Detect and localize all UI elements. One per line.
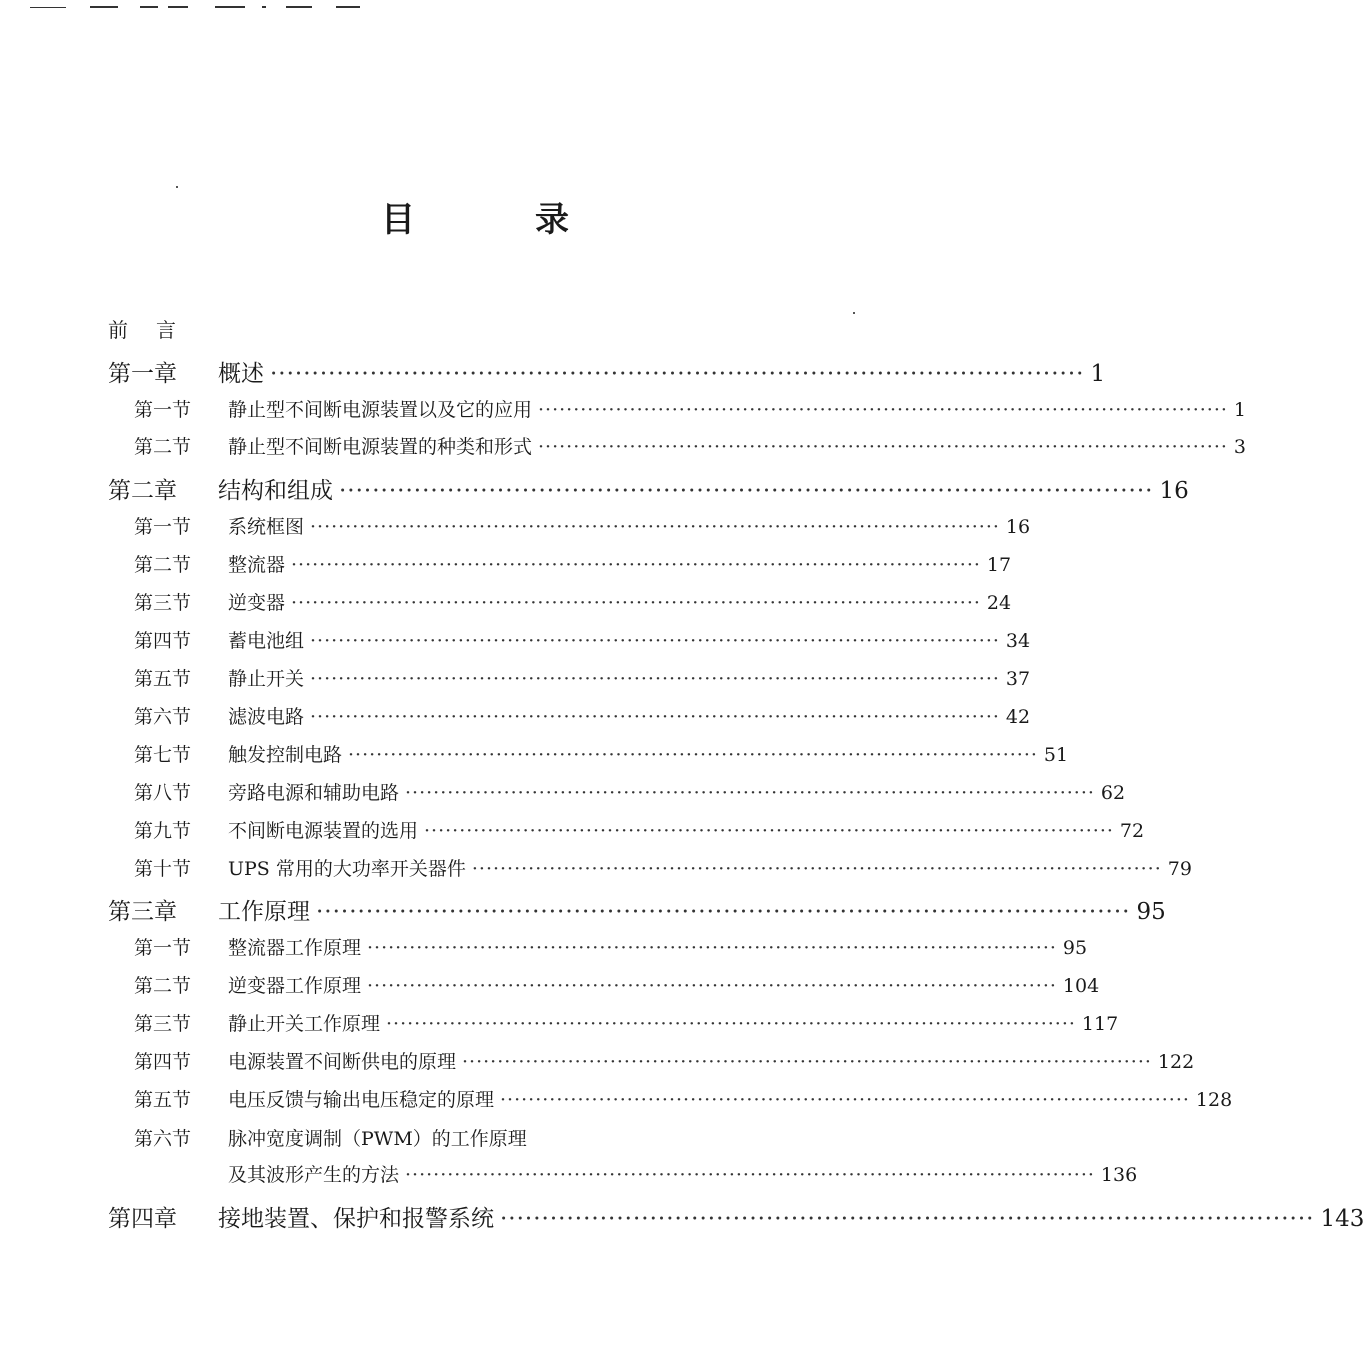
- title-char-2: 录: [535, 200, 569, 240]
- toc-page-number: 51: [1043, 744, 1069, 766]
- toc-page-number: 128: [1195, 1089, 1233, 1111]
- toc-title: 滤波电路: [228, 706, 305, 728]
- toc-leader: ··································································································: [500, 1206, 1315, 1232]
- toc-page-number: 104: [1062, 975, 1100, 997]
- toc-label: 第一章: [108, 361, 177, 387]
- toc-section-row: [134, 816, 1145, 843]
- toc-label: 第三节: [134, 1013, 192, 1035]
- toc-leader: ··································································································: [310, 706, 1000, 728]
- toc-leader: ··································································································: [270, 361, 1085, 387]
- toc-label: 第四章: [108, 1206, 177, 1232]
- toc-label: 第六节: [134, 706, 192, 728]
- toc-leader: ··································································································: [367, 975, 1057, 997]
- toc-leader: ··································································································: [339, 478, 1154, 504]
- toc-title: 不间断电源装置的选用: [228, 820, 419, 842]
- toc-label: 第二节: [134, 554, 192, 576]
- toc-section-row: [134, 1124, 820, 1151]
- toc-title: 整流器工作原理: [228, 937, 362, 959]
- toc-page-number: 3: [1233, 436, 1246, 458]
- toc-section-row: [134, 1047, 1195, 1074]
- toc-section-row: [134, 664, 1031, 691]
- toc-section-row: [134, 588, 1012, 615]
- toc-label: 第五节: [134, 1089, 192, 1111]
- toc-title: 静止开关: [228, 668, 305, 690]
- toc-section-row: [134, 702, 1031, 729]
- toc-page-number: 143: [1320, 1206, 1364, 1232]
- toc-section-row: [134, 1009, 1119, 1036]
- toc-title: UPS 常用的大功率开关器件: [228, 858, 466, 880]
- toc-section-row: [134, 933, 1088, 960]
- toc-section-row: [134, 512, 1031, 539]
- toc-page-number: 95: [1062, 937, 1088, 959]
- toc-section-row: [134, 1085, 1233, 1112]
- toc-label: 第十节: [134, 858, 192, 880]
- toc-page-number: 122: [1157, 1051, 1195, 1073]
- toc-title: 蓄电池组: [228, 630, 305, 652]
- toc-section-row: [134, 395, 1246, 422]
- toc-title: 逆变器: [228, 592, 286, 614]
- toc-section-row: [134, 740, 1069, 767]
- toc-title: 系统框图: [228, 516, 305, 538]
- toc-title: 结构和组成: [218, 478, 333, 504]
- preface-label: 前言: [108, 318, 204, 342]
- toc-label: 第四节: [134, 630, 192, 652]
- toc-page-number: 37: [1005, 668, 1031, 690]
- toc-section-row: [134, 1160, 1138, 1187]
- toc-leader: ··································································································: [291, 592, 981, 614]
- toc-label: 第一节: [134, 937, 192, 959]
- toc-title: 及其波形产生的方法: [228, 1164, 400, 1186]
- toc-title: 静止开关工作原理: [228, 1013, 381, 1035]
- toc-chapter-row: [108, 893, 1166, 926]
- title-char-1: 目: [381, 200, 415, 240]
- toc-leader: ··································································································: [424, 820, 1114, 842]
- toc-page-number: 17: [986, 554, 1012, 576]
- toc-page-number: 95: [1136, 899, 1166, 925]
- toc-label: 第二节: [134, 975, 192, 997]
- toc-leader: ··································································································: [386, 1013, 1076, 1035]
- toc-section-row: [134, 778, 1126, 805]
- toc-page-number: 72: [1119, 820, 1145, 842]
- toc-section-row: [134, 971, 1100, 998]
- toc-label: 第三章: [108, 899, 177, 925]
- toc-leader: ··································································································: [310, 668, 1000, 690]
- toc-title: 静止型不间断电源装置以及它的应用: [228, 399, 533, 421]
- toc-section-row: [134, 550, 1012, 577]
- toc-label: 第一节: [134, 516, 192, 538]
- toc-page-number: 1: [1090, 361, 1106, 387]
- toc-title: 概述: [218, 361, 264, 387]
- toc-title: 脉冲宽度调制（PWM）的工作原理: [228, 1128, 527, 1150]
- toc-leader: ··································································································: [462, 1051, 1152, 1073]
- toc-title: 静止型不间断电源装置的种类和形式: [228, 436, 533, 458]
- toc-chapter-row: [108, 355, 1106, 388]
- toc-label: 第三节: [134, 592, 192, 614]
- toc-leader: ··································································································: [291, 554, 981, 576]
- toc-leader: ··································································································: [310, 630, 1000, 652]
- toc-label: 第一节: [134, 399, 192, 421]
- toc-title: 工作原理: [218, 899, 310, 925]
- toc-title: 电源装置不间断供电的原理: [228, 1051, 457, 1073]
- toc-leader: ··································································································: [316, 899, 1131, 925]
- toc-chapter-row: [108, 472, 1189, 505]
- toc-leader: ··································································································: [310, 516, 1000, 538]
- toc-page-number: 42: [1005, 706, 1031, 728]
- toc-leader: ··································································································: [405, 1164, 1095, 1186]
- toc-title: 接地装置、保护和报警系统: [218, 1206, 494, 1232]
- toc-leader: ··································································································: [405, 782, 1095, 804]
- toc-label: 第八节: [134, 782, 192, 804]
- toc-page-number: 34: [1005, 630, 1031, 652]
- toc-label: 第四节: [134, 1051, 192, 1073]
- toc-label: 第二章: [108, 478, 177, 504]
- toc-label: 第七节: [134, 744, 192, 766]
- toc-page-number: 136: [1100, 1164, 1138, 1186]
- toc-title: 整流器: [228, 554, 286, 576]
- toc-page-number: 1: [1233, 399, 1246, 421]
- toc-label: 第九节: [134, 820, 192, 842]
- toc-leader: ··································································································: [538, 436, 1228, 458]
- toc-title: 触发控制电路: [228, 744, 343, 766]
- toc-page-number: 24: [986, 592, 1012, 614]
- toc-leader: ··································································································: [471, 858, 1162, 880]
- toc-leader: ··································································································: [538, 399, 1228, 421]
- toc-page-number: 16: [1005, 516, 1031, 538]
- toc-section-row: [134, 626, 1031, 653]
- toc-section-row: [134, 854, 1192, 881]
- toc-page-number: 16: [1159, 478, 1189, 504]
- toc-section-row: [134, 432, 1246, 459]
- toc-title: 逆变器工作原理: [228, 975, 362, 997]
- toc-leader: ··································································································: [367, 937, 1057, 959]
- toc-title: 旁路电源和辅助电路: [228, 782, 400, 804]
- toc-page-number: 62: [1100, 782, 1126, 804]
- toc-title: 电压反馈与输出电压稳定的原理: [228, 1089, 495, 1111]
- toc-chapter-row: [108, 1200, 1364, 1233]
- toc-label: 第二节: [134, 436, 192, 458]
- toc-leader: ··································································································: [500, 1089, 1190, 1111]
- toc-page-number: 117: [1081, 1013, 1119, 1035]
- toc-page-number: 79: [1167, 858, 1192, 880]
- toc-label: 第六节: [134, 1128, 192, 1150]
- toc-label: 第五节: [134, 668, 192, 690]
- toc-leader: ··································································································: [348, 744, 1038, 766]
